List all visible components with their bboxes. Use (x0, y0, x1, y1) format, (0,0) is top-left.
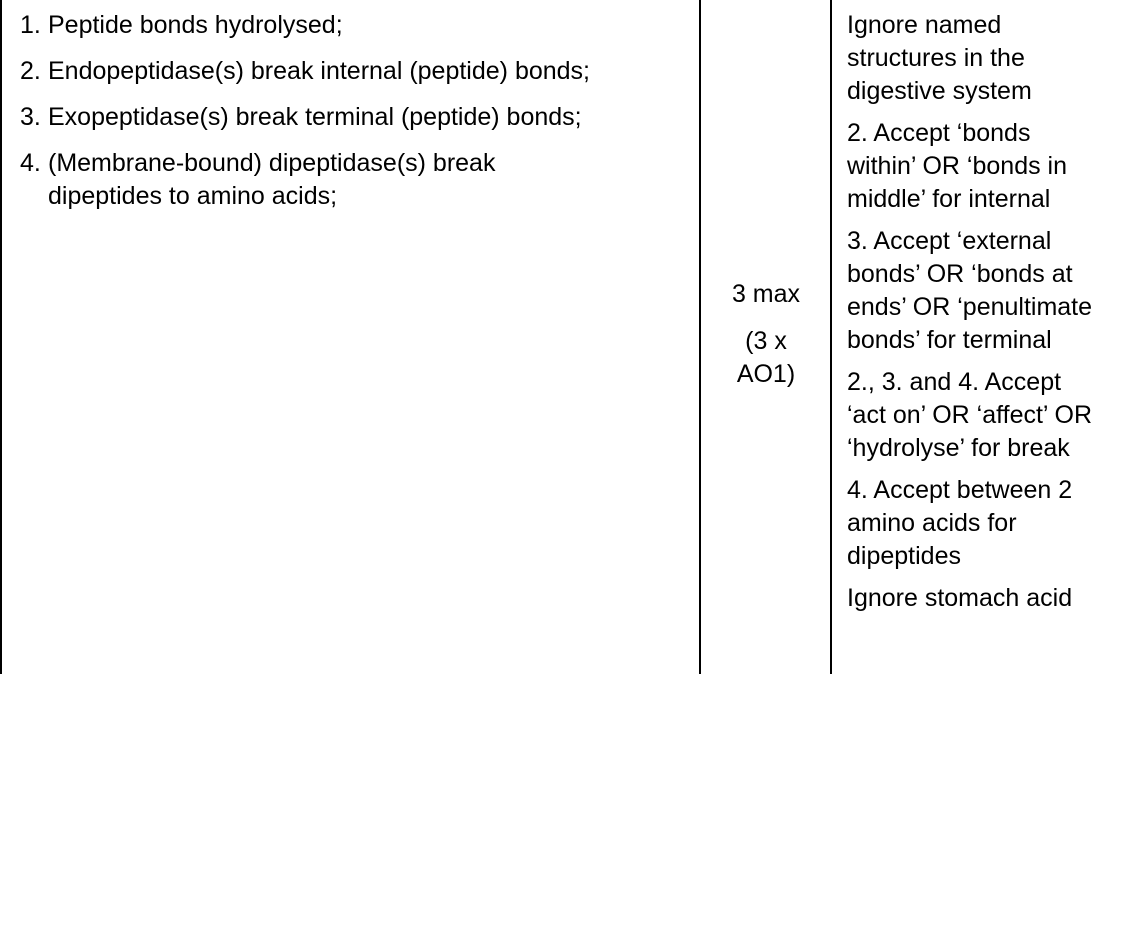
guidance-note-line: digestive system (847, 77, 1032, 105)
table-border-left (0, 0, 2, 674)
guidance-note-line: 4. Accept between 2 (847, 476, 1073, 504)
answer-text-line: (Membrane-bound) dipeptidase(s) break (48, 149, 496, 177)
answer-point-2 (20, 55, 690, 88)
column-divider-answers-marks (699, 0, 701, 674)
assessment-objective-line: AO1) (736, 360, 796, 388)
guidance-note-line: Ignore stomach acid (847, 584, 1073, 612)
answer-number: 1. (20, 11, 41, 39)
guidance-note-line: dipeptides (847, 542, 961, 570)
assessment-objective-line: (3 x (745, 327, 787, 355)
answer-point-4 (20, 147, 690, 213)
assessment-objective (702, 325, 830, 391)
guidance-note-line: ‘hydrolyse’ for break (847, 434, 1070, 462)
answer-number: 4. (20, 149, 41, 177)
guidance-note-line: 2. Accept ‘bonds (847, 119, 1031, 147)
guidance-column (847, 9, 1142, 683)
guidance-note-line: middle’ for internal (847, 185, 1051, 213)
guidance-note-line: bonds’ OR ‘bonds at (847, 260, 1073, 288)
guidance-note-line: within’ OR ‘bonds in (847, 152, 1068, 180)
answers-column (20, 9, 690, 683)
answer-text-line: dipeptides to amino acids; (48, 182, 338, 210)
answer-point-3 (20, 101, 690, 134)
guidance-note (847, 474, 1142, 573)
guidance-note-line: ends’ OR ‘penultimate (847, 293, 1093, 321)
guidance-note (847, 9, 1142, 108)
marks-column (702, 278, 830, 952)
answer-number: 3. (20, 103, 41, 131)
guidance-note (847, 225, 1142, 357)
guidance-note-line: 3. Accept ‘external (847, 227, 1052, 255)
answer-text: Exopeptidase(s) break terminal (peptide) bonds; (48, 103, 582, 131)
guidance-note (847, 582, 1142, 615)
guidance-note-line: bonds’ for terminal (847, 326, 1052, 354)
guidance-note-line: amino acids for (847, 509, 1017, 537)
column-divider-marks-guidance (830, 0, 832, 674)
answer-text: Peptide bonds hydrolysed; (48, 11, 343, 39)
guidance-note (847, 117, 1142, 216)
guidance-note (847, 366, 1142, 465)
answer-point-1 (20, 9, 690, 42)
guidance-note-line: Ignore named (847, 11, 1002, 39)
answer-text: Endopeptidase(s) break internal (peptide) bonds; (48, 57, 591, 85)
guidance-note-line: 2., 3. and 4. Accept (847, 368, 1062, 396)
guidance-note-line: structures in the (847, 44, 1025, 72)
answer-number: 2. (20, 57, 41, 85)
guidance-note-line: ‘act on’ OR ‘affect’ OR (847, 401, 1092, 429)
marks-total: 3 max (731, 280, 801, 308)
